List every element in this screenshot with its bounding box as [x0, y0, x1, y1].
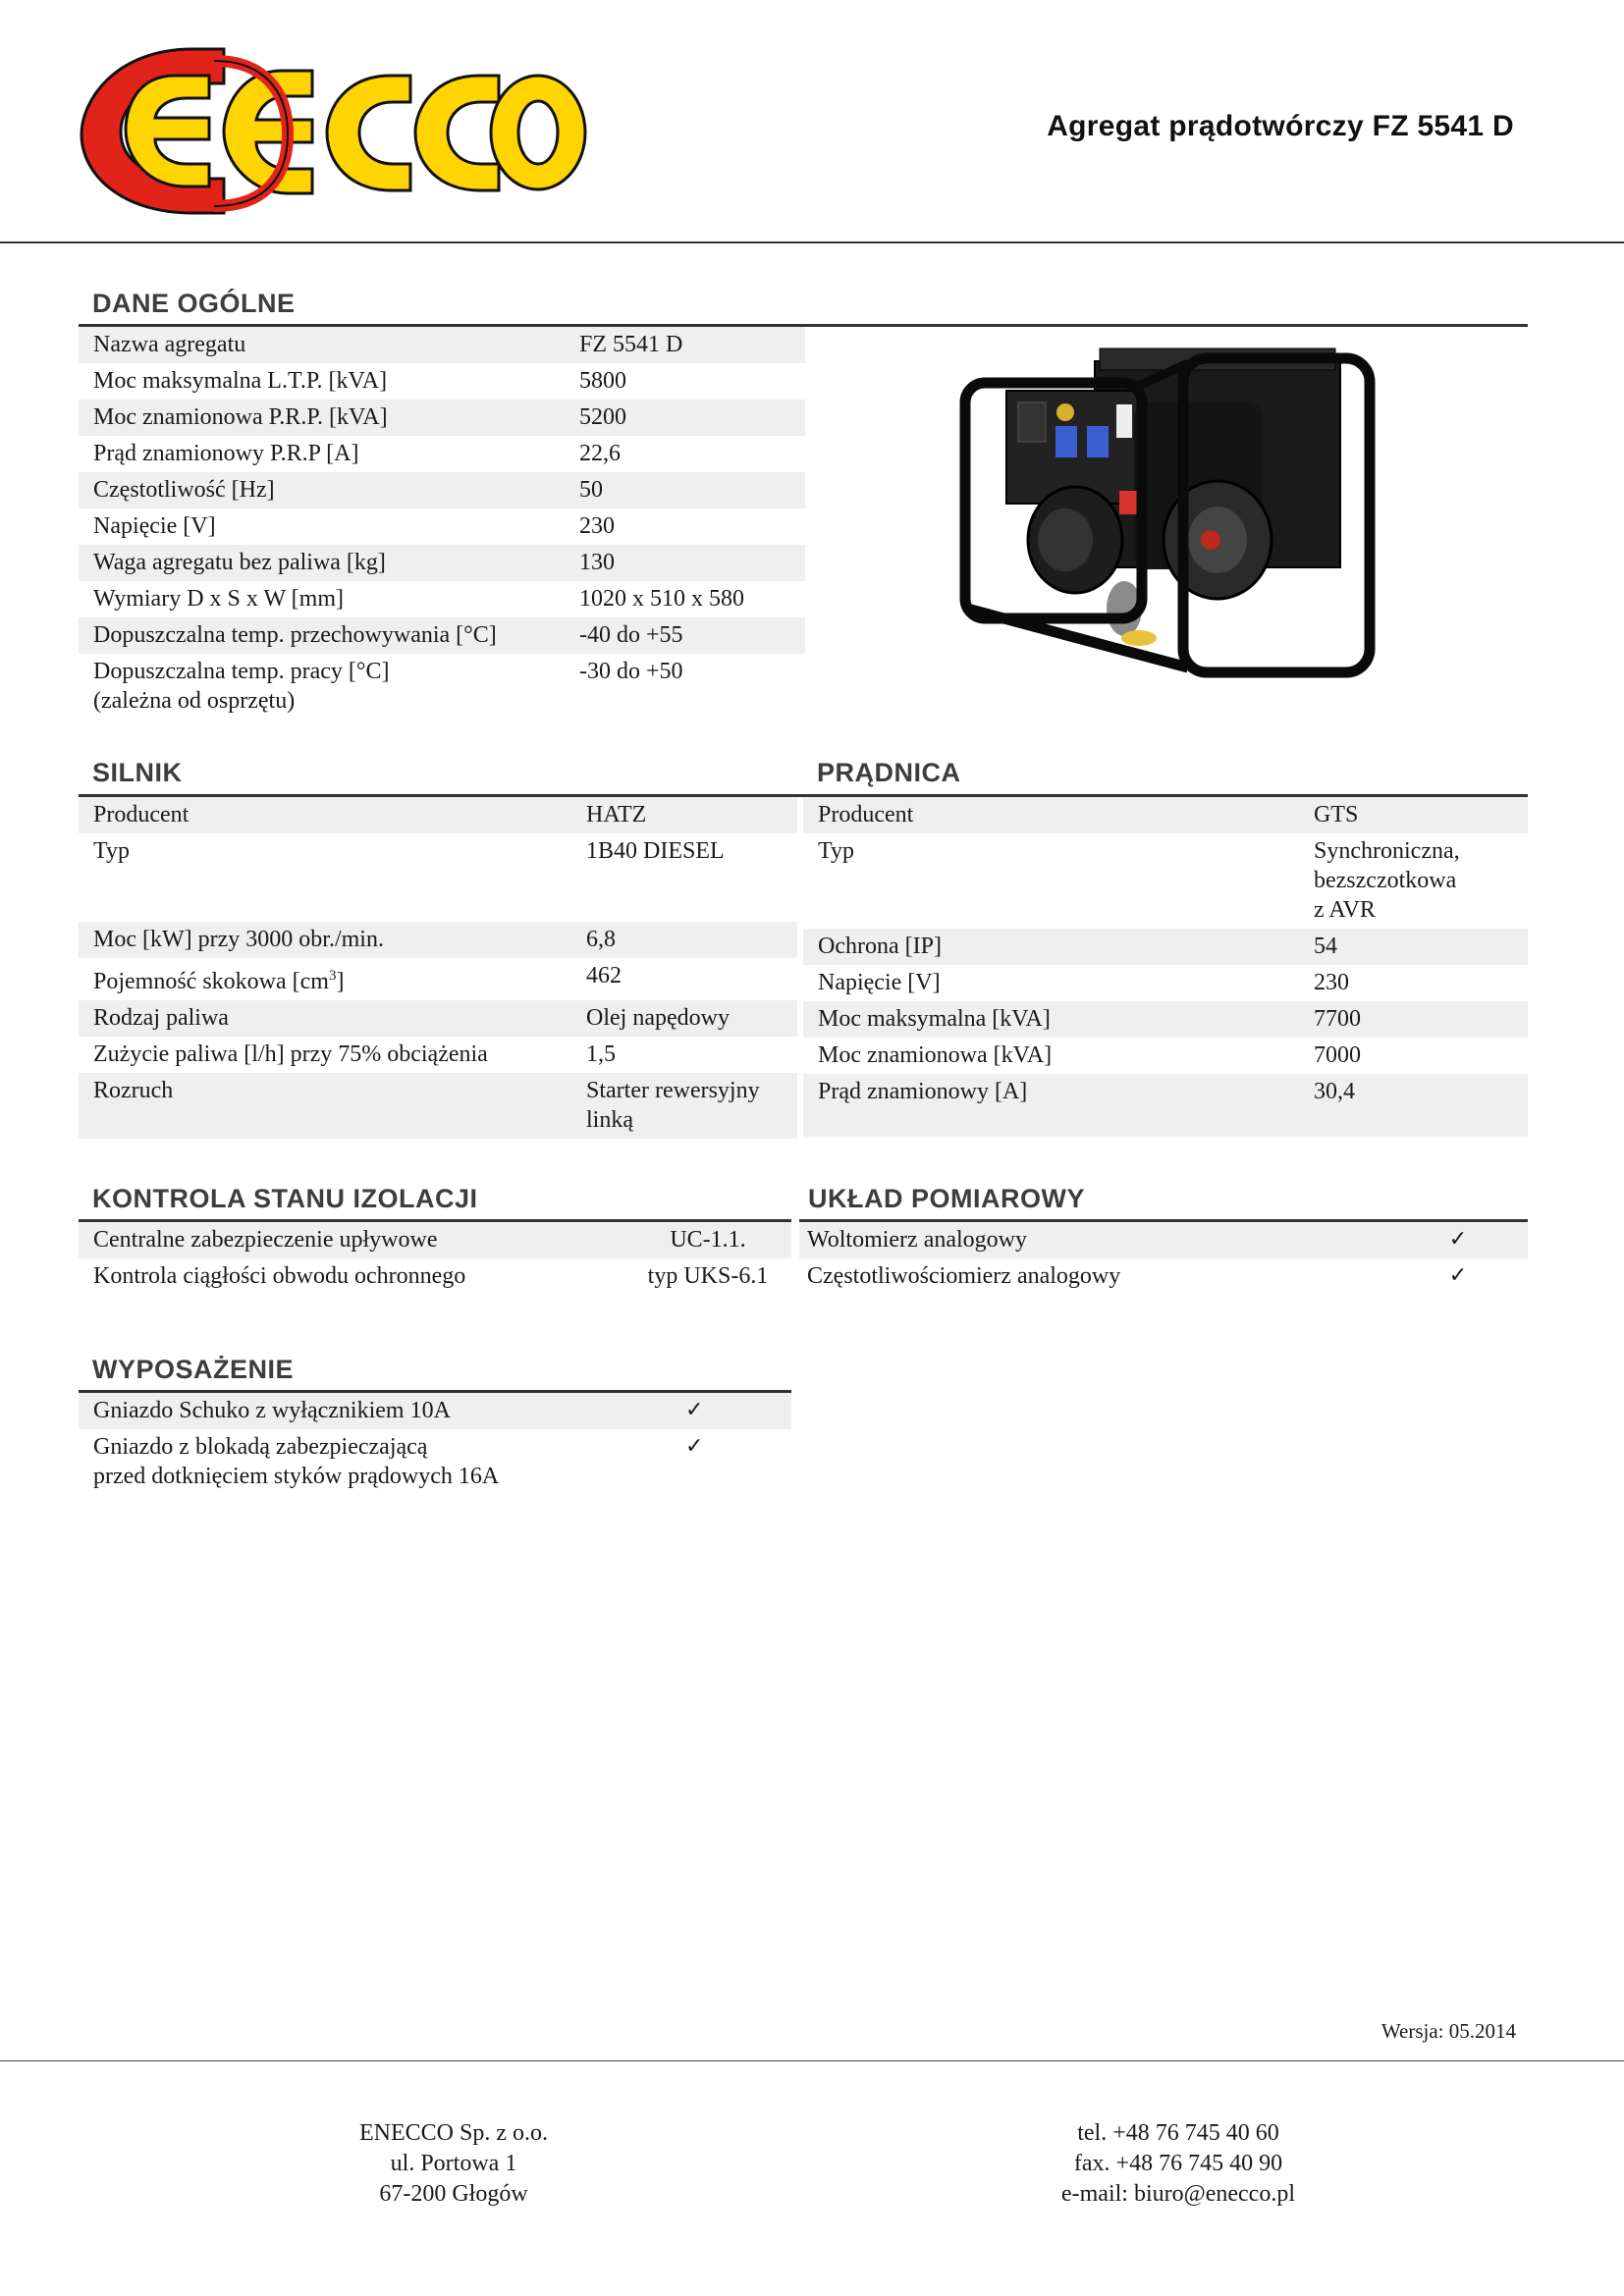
row-value: 5200 — [565, 400, 805, 436]
table-row — [79, 472, 805, 508]
row-label-line2: (zależna od osprzętu) — [93, 688, 296, 714]
insulation-table — [79, 1222, 791, 1295]
engine-spec-table — [79, 797, 797, 1139]
row-value: 230 — [1314, 970, 1349, 995]
table-row — [79, 617, 805, 654]
table-row — [79, 958, 797, 1000]
table-row — [803, 797, 1528, 833]
row-value: 7700 — [1299, 1001, 1528, 1038]
table-row — [799, 1222, 1528, 1258]
row-label: Moc znamionowa P.R.P. [kVA] — [79, 400, 565, 436]
footer-company: ENECCO Sp. z o.o. — [359, 2120, 548, 2146]
footer-city: 67-200 Głogów — [379, 2181, 528, 2207]
row-label — [79, 958, 571, 1000]
row-label: Nazwa agregatu — [79, 327, 565, 363]
row-value: 30,4 — [1299, 1074, 1528, 1137]
row-label: Waga agregatu bez paliwa [kg] — [79, 545, 565, 581]
row-value: 1,5 — [586, 1041, 616, 1067]
row-label-line2: przed dotknięciem styków prądowych 16A — [93, 1464, 500, 1489]
table-row — [79, 545, 805, 581]
table-row — [803, 965, 1528, 1001]
table-row — [79, 1222, 791, 1258]
row-label: Wymiary D x S x W [mm] — [93, 586, 344, 612]
row-value: 50 — [565, 472, 805, 508]
row-label: Rodzaj paliwa — [79, 1000, 571, 1037]
row-label: Dopuszczalna temp. przechowywania [°C] — [79, 617, 565, 654]
row-label: Napięcie [V] — [93, 513, 216, 539]
row-value: 22,6 — [579, 441, 621, 466]
row-value: -30 do +50 — [579, 659, 683, 684]
row-label: Moc maksymalna L.T.P. [kVA] — [93, 368, 388, 394]
row-label-line1: Dopuszczalna temp. pracy [°C] — [93, 659, 390, 684]
row-label: Częstotliwościomierz analogowy — [807, 1263, 1121, 1289]
footer-tel: tel. +48 76 745 40 60 — [1077, 2120, 1279, 2146]
row-value — [1299, 833, 1528, 929]
table-row — [803, 833, 1528, 929]
row-value: UC-1.1. — [624, 1222, 791, 1258]
row-label: Napięcie [V] — [818, 970, 941, 995]
table-row — [79, 797, 797, 833]
footer-company-address — [267, 2118, 640, 2210]
general-spec-table — [79, 327, 805, 720]
general-section-title: DANE OGÓLNE — [92, 289, 296, 318]
table-row — [79, 1393, 791, 1429]
table-row — [79, 1073, 797, 1139]
row-label: Moc [kW] przy 3000 obr./min. — [79, 922, 571, 958]
table-row — [803, 1074, 1528, 1137]
alternator-spec-table — [803, 797, 1528, 1137]
row-value-line1: Starter rewersyjny — [586, 1078, 760, 1103]
row-label: Centralne zabezpieczenie upływowe — [79, 1222, 624, 1258]
row-value-line2: bezszczotkowa — [1314, 868, 1457, 893]
table-row — [79, 363, 805, 400]
row-label: Kontrola ciągłości obwodu ochronnego — [93, 1263, 466, 1289]
row-label: Producent — [79, 797, 571, 833]
row-value: HATZ — [571, 797, 797, 833]
equipment-table — [79, 1393, 791, 1495]
measurement-table — [799, 1222, 1528, 1295]
row-value: 5800 — [579, 368, 626, 394]
row-value-line1: Synchroniczna, — [1314, 838, 1460, 864]
check-icon: ✓ — [1388, 1222, 1528, 1258]
footer-fax: fax. +48 76 745 40 90 — [1073, 2151, 1283, 2176]
table-row — [803, 1038, 1528, 1074]
equipment-section-title: WYPOSAŻENIE — [92, 1355, 295, 1384]
table-row — [79, 1000, 797, 1037]
row-value-line2: linką — [586, 1107, 633, 1133]
row-label-superscript: 3 — [328, 968, 337, 984]
row-label: Gniazdo Schuko z wyłącznikiem 10A — [79, 1393, 668, 1429]
row-value-line3: z AVR — [1314, 897, 1376, 923]
check-icon: ✓ — [685, 1434, 704, 1459]
row-value: -40 do +55 — [565, 617, 805, 654]
table-row — [803, 929, 1528, 965]
enecco-logo — [77, 31, 587, 218]
row-value: GTS — [1299, 797, 1528, 833]
row-label: Częstotliwość [Hz] — [79, 472, 565, 508]
measurement-section-title: UKŁAD POMIAROWY — [808, 1184, 1085, 1213]
alternator-section-title: PRĄDNICA — [817, 758, 961, 787]
row-label: Typ — [93, 838, 130, 864]
table-row — [79, 654, 805, 720]
row-value: 230 — [579, 513, 615, 539]
row-value: FZ 5541 D — [565, 327, 805, 363]
check-icon: ✓ — [668, 1393, 791, 1429]
table-row — [79, 922, 797, 958]
engine-section-title: SILNIK — [92, 758, 183, 787]
footer-divider — [0, 2060, 1624, 2061]
row-value: 130 — [565, 545, 805, 581]
version-label: Wersja: 05.2014 — [1380, 2019, 1516, 2043]
row-label-line1: Gniazdo z blokadą zabezpieczającą — [93, 1434, 428, 1460]
table-row — [79, 1429, 791, 1495]
row-value: 54 — [1299, 929, 1528, 965]
row-label: Moc znamionowa [kVA] — [818, 1042, 1053, 1068]
row-label — [79, 654, 565, 720]
row-value — [571, 1073, 797, 1139]
table-row — [79, 1037, 797, 1073]
row-value: Olej napędowy — [571, 1000, 797, 1037]
table-row — [79, 327, 805, 363]
table-row — [803, 1001, 1528, 1038]
row-label-end: ] — [336, 969, 345, 994]
row-label: Moc maksymalna [kVA] — [803, 1001, 1299, 1038]
table-row — [79, 1258, 791, 1295]
footer-street: ul. Portowa 1 — [390, 2151, 517, 2176]
row-label: Producent — [803, 797, 1299, 833]
table-row — [79, 833, 797, 922]
generator-image — [947, 344, 1389, 697]
check-icon: ✓ — [1448, 1263, 1468, 1288]
row-label: Prąd znamionowy P.R.P [A] — [93, 441, 359, 466]
header-divider — [0, 241, 1624, 243]
row-label: Prąd znamionowy [A] — [803, 1074, 1299, 1137]
row-label: Zużycie paliwa [l/h] przy 75% obciążenia — [93, 1041, 488, 1067]
table-row — [79, 400, 805, 436]
row-value: 6,8 — [571, 922, 797, 958]
footer-contact — [992, 2118, 1365, 2210]
row-label-text: Pojemność skokowa [cm — [93, 969, 329, 994]
insulation-section-title: KONTROLA STANU IZOLACJI — [92, 1184, 478, 1213]
row-value: typ UKS-6.1 — [647, 1263, 769, 1289]
row-label: Ochrona [IP] — [803, 929, 1299, 965]
table-row — [79, 508, 805, 545]
row-value: 1020 x 510 x 580 — [579, 586, 744, 612]
row-value: 1B40 DIESEL — [586, 838, 725, 864]
row-value: 462 — [586, 963, 622, 988]
row-label: Typ — [818, 838, 854, 864]
table-row — [799, 1258, 1528, 1295]
row-label: Woltomierz analogowy — [799, 1222, 1388, 1258]
footer-email[interactable]: e-mail: biuro@enecco.pl — [1060, 2181, 1295, 2207]
document-title: Agregat prądotwórczy FZ 5541 D — [1047, 110, 1514, 142]
table-row — [79, 581, 805, 617]
row-value: 7000 — [1314, 1042, 1361, 1068]
row-label: Rozruch — [79, 1073, 571, 1139]
table-row — [79, 436, 805, 472]
row-label — [79, 1429, 668, 1495]
